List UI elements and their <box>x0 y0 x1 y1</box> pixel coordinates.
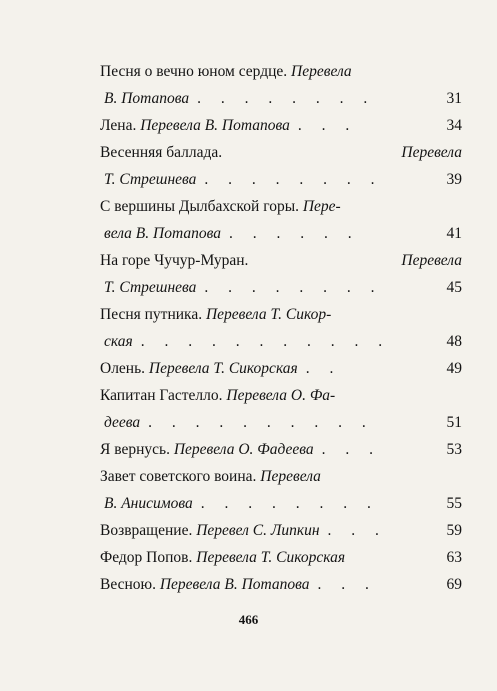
leader-dots: . . . . . . . . <box>197 90 376 107</box>
translator-credit: Перевела <box>401 144 462 161</box>
toc-line <box>100 571 462 598</box>
leader-dots: . . . . . . . . <box>200 495 379 512</box>
page-ref: 55 <box>446 495 462 512</box>
toc-line <box>100 274 462 301</box>
translator-credit: Перевела <box>260 468 321 485</box>
toc-entry <box>100 517 462 544</box>
toc-line <box>100 436 462 463</box>
entry-text <box>100 355 298 382</box>
toc-line <box>100 220 462 247</box>
toc-entry <box>100 355 462 382</box>
toc-line <box>100 166 462 193</box>
entry-text <box>104 328 133 355</box>
toc-line <box>100 355 462 382</box>
translator-credit: Перевела В. Потапова <box>140 117 290 134</box>
page-ref: 63 <box>446 549 462 566</box>
toc-entry <box>100 139 462 193</box>
leader-dots: . . . . . . . . <box>204 171 383 188</box>
entry-text <box>100 544 345 571</box>
entry-text <box>100 301 331 328</box>
toc-line <box>100 112 462 139</box>
translator-credit: Т. Стрешнева <box>104 279 197 296</box>
toc-entry <box>100 544 462 571</box>
entry-text <box>104 490 193 517</box>
leader-dots: . . . <box>321 441 382 458</box>
toc-line <box>100 463 462 490</box>
toc-entry <box>100 301 462 355</box>
poem-title: Весною. <box>100 576 156 593</box>
page-number: 466 <box>238 612 259 627</box>
leader-dots: . . . <box>317 576 377 593</box>
translator-credit: Т. Стрешнева <box>104 171 197 188</box>
page-ref: 53 <box>446 441 462 458</box>
entry-text <box>100 517 320 544</box>
page-ref: 34 <box>446 117 462 134</box>
poem-title: Песня путника. <box>100 306 203 323</box>
translator-credit: Перевела Т. Сикор- <box>205 306 332 323</box>
entry-text <box>100 382 335 409</box>
translator-credit: Пере- <box>302 198 341 215</box>
toc-entry <box>100 193 462 247</box>
translator-credit: В. Потапова <box>104 90 190 107</box>
leader-dots: . . . <box>327 522 387 539</box>
leader-dots: . . . . . . . . . . . <box>140 333 391 350</box>
translator-credit: В. Анисимова <box>104 495 193 512</box>
toc-entry <box>100 382 462 436</box>
toc-line <box>100 193 462 220</box>
toc-line <box>100 544 462 571</box>
poem-title: Федор Попов. <box>100 549 193 566</box>
toc-line <box>100 382 462 409</box>
toc-line <box>100 490 462 517</box>
poem-title: Олень. <box>100 360 146 377</box>
poem-title: Капитан Гастелло. <box>100 387 223 404</box>
leader-dots: . . . . . . <box>228 225 360 242</box>
poem-title: С вершины Дылбахской горы. <box>100 198 299 215</box>
toc-entry <box>100 436 462 463</box>
toc-entry <box>100 112 462 139</box>
leader-dots: . . . . . . . . <box>204 279 383 296</box>
entry-text <box>100 193 341 220</box>
page-ref: 51 <box>446 414 462 431</box>
translator-credit: Перевела Т. Сикорская <box>196 549 346 566</box>
toc-entry <box>100 58 462 112</box>
toc-line <box>100 58 462 85</box>
translator-credit: Перевел С. Липкин <box>196 522 320 539</box>
table-of-contents <box>100 58 462 598</box>
entry-text <box>104 409 140 436</box>
toc-entry <box>100 571 462 598</box>
toc-line <box>100 328 462 355</box>
page-ref: 45 <box>446 279 462 296</box>
translator-credit: ская <box>104 333 133 350</box>
toc-line <box>100 247 462 274</box>
translator-credit: вела В. Потапова <box>104 225 221 242</box>
page-ref: 49 <box>446 360 462 377</box>
translator-credit: деева <box>104 414 141 431</box>
poem-title: На горе Чучур-Муран. <box>100 252 249 269</box>
leader-dots: . . <box>305 360 342 377</box>
poem-title: Песня о вечно юном сердце. <box>100 63 288 80</box>
translator-credit: Перевела <box>291 63 352 80</box>
entry-text <box>100 58 352 85</box>
toc-entry <box>100 463 462 517</box>
entry-text <box>100 436 314 463</box>
translator-credit: Перевела О. Фа- <box>226 387 336 404</box>
entry-text <box>100 139 222 166</box>
translator-credit: Перевела Т. Сикорская <box>148 360 298 377</box>
entry-text <box>100 112 290 139</box>
page-ref: 69 <box>446 576 462 593</box>
page-ref: 59 <box>446 522 462 539</box>
entry-text <box>104 85 189 112</box>
translator-credit: Перевела <box>401 252 462 269</box>
entry-text <box>100 247 248 274</box>
translator-credit: Перевела В. Потапова <box>159 576 310 593</box>
entry-text <box>104 220 221 247</box>
entry-text <box>100 463 321 490</box>
entry-text <box>104 274 196 301</box>
leader-dots: . . . <box>297 117 358 134</box>
page-ref: 41 <box>446 225 462 242</box>
translator-credit: Перевела О. Фадеева <box>173 441 314 458</box>
poem-title: Завет советского воина. <box>100 468 257 485</box>
poem-title: Весенняя баллада. <box>100 144 223 161</box>
entry-text <box>104 166 196 193</box>
page-ref: 48 <box>446 333 462 350</box>
leader-dots: . . . . . . . . . . <box>148 414 374 431</box>
toc-line <box>100 301 462 328</box>
poem-title: Лена. <box>100 117 137 134</box>
poem-title: Возвращение. <box>100 522 193 539</box>
page-ref: 31 <box>446 90 462 107</box>
toc-entry <box>100 247 462 301</box>
toc-line <box>100 85 462 112</box>
page-ref: 39 <box>446 171 462 188</box>
toc-line <box>100 139 462 166</box>
toc-line <box>100 409 462 436</box>
entry-text <box>100 571 310 598</box>
poem-title: Я вернусь. <box>100 441 170 458</box>
toc-line <box>100 517 462 544</box>
